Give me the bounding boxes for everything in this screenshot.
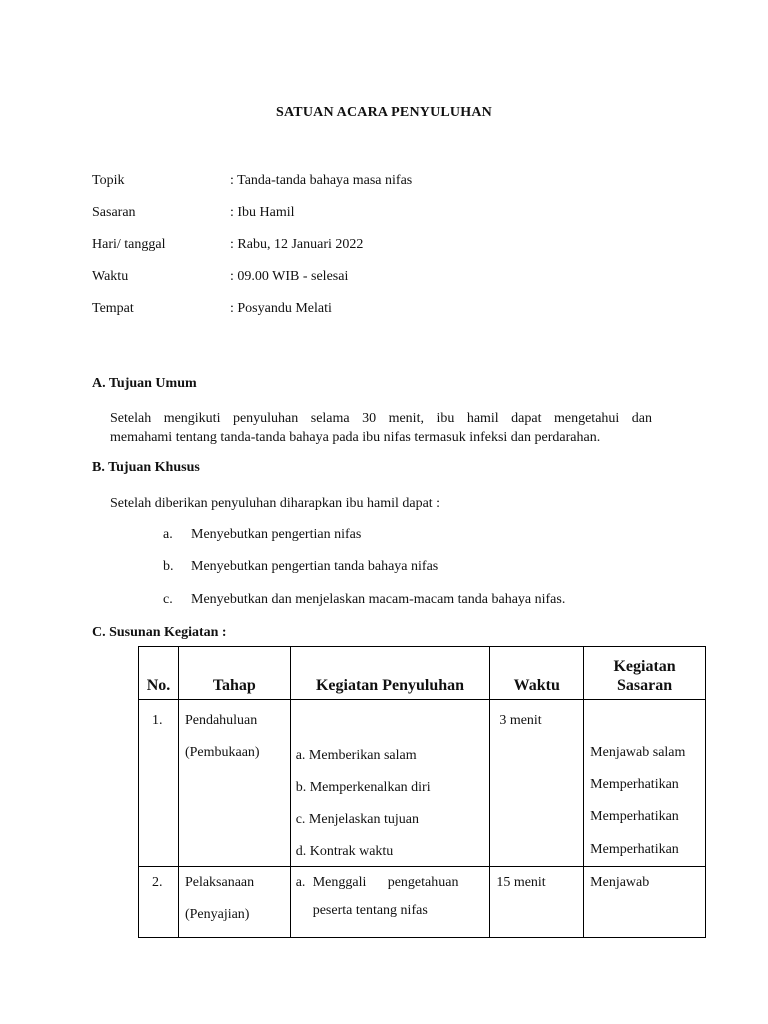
header-no-label: No. [146, 677, 171, 694]
row-1-no-text: 1. [152, 713, 163, 728]
header-tahap [178, 647, 290, 700]
header-waktu-label: Waktu [513, 677, 560, 694]
header-waktu [490, 647, 584, 700]
row-1-sasaran-1: Menjawab salam [590, 745, 686, 760]
row-2-waktu [490, 867, 584, 938]
row-1-kegiatan-item-d: d. Kontrak waktu [295, 844, 394, 859]
row-2-no-text: 2. [152, 875, 163, 890]
row-2-sasaran-text: Menjawab [590, 875, 650, 890]
row-1-tahap-line-1: Pendahuluan [184, 713, 258, 728]
row-2-no [139, 867, 179, 938]
row-1-sasaran-2: Memperhatikan [590, 777, 679, 792]
row-1-no [139, 700, 179, 867]
section-c-heading: C. Susunan Kegiatan : [92, 625, 227, 640]
info-label-sasaran: Sasaran [92, 205, 136, 220]
section-a-paragraph [110, 409, 652, 447]
row-1-kegiatan-item-a: a. Memberikan salam [295, 748, 417, 763]
info-value-topik: : Tanda-tanda bahaya masa nifas [230, 173, 413, 188]
row-1-waktu [490, 700, 584, 867]
table-header-row [139, 647, 706, 700]
header-sasaran [584, 647, 706, 700]
section-b-heading: B. Tujuan Khusus [92, 460, 200, 475]
info-label-topik: Topik [92, 173, 125, 188]
row-2-kegiatan-word-2: pengetahuan [387, 875, 459, 890]
table-row [139, 867, 706, 938]
row-1-sasaran-4: Memperhatikan [590, 842, 679, 857]
row-2-kegiatan-word-1: Menggali [312, 875, 367, 890]
header-kegiatan [290, 647, 490, 700]
header-tahap-label: Tahap [212, 677, 256, 694]
list-marker-a: a. [163, 527, 173, 542]
info-label-tanggal: Hari/ tanggal [92, 237, 166, 252]
row-1-tahap [178, 700, 290, 867]
list-item-c: Menyebutkan dan menjelaskan macam-macam tanda bahaya nifas. [191, 592, 566, 607]
info-label-tempat: Tempat [92, 301, 134, 316]
row-1-kegiatan-item-b: b. Memperkenalkan diri [295, 780, 431, 795]
section-a-line-2: memahami tentang tanda-tanda bahaya pada ibu nifas termasuk infeksi dan perdarahan. [110, 430, 601, 445]
row-2-kegiatan-line-2: peserta tentang nifas [312, 903, 428, 918]
list-marker-c: c. [163, 592, 173, 607]
row-1-kegiatan [290, 700, 490, 867]
row-2-kegiatan [290, 867, 490, 938]
list-marker-b: b. [163, 559, 174, 574]
row-1-sasaran [584, 700, 706, 867]
header-kegiatan-label: Kegiatan Penyuluhan [315, 677, 465, 694]
row-2-waktu-text: 15 menit [496, 875, 546, 890]
header-sasaran-line-1: Kegiatan [613, 658, 676, 675]
info-value-waktu: : 09.00 WIB - selesai [230, 269, 349, 284]
list-item-a: Menyebutkan pengertian nifas [191, 527, 362, 542]
header-sasaran-line-2: Sasaran [617, 677, 673, 694]
section-b-intro: Setelah diberikan penyuluhan diharapkan ibu hamil dapat : [110, 496, 441, 511]
list-item-b: Menyebutkan pengertian tanda bahaya nifas [191, 559, 439, 574]
activity-table [138, 646, 706, 938]
info-label-waktu: Waktu [92, 269, 129, 284]
section-a-line-1: Setelah mengikuti penyuluhan selama 30 menit, ibu hamil dapat mengetahui dan [110, 411, 652, 426]
row-2-tahap-line-1: Pelaksanaan [184, 875, 255, 890]
row-1-kegiatan-item-c: c. Menjelaskan tujuan [295, 812, 419, 827]
info-value-tempat: : Posyandu Melati [230, 301, 332, 316]
row-1-sasaran-3: Memperhatikan [590, 809, 679, 824]
row-2-kegiatan-marker: a. [295, 875, 306, 890]
row-1-tahap-line-2: (Pembukaan) [184, 745, 260, 760]
info-value-sasaran: : Ibu Hamil [230, 205, 295, 220]
row-1-waktu-text: 3 menit [499, 713, 542, 728]
row-2-tahap [178, 867, 290, 938]
row-2-sasaran [584, 867, 706, 938]
table-row [139, 700, 706, 867]
document-title: SATUAN ACARA PENYULUHAN [276, 105, 492, 120]
header-no [139, 647, 179, 700]
info-value-tanggal: : Rabu, 12 Januari 2022 [230, 237, 364, 252]
section-a-heading: A. Tujuan Umum [92, 376, 197, 391]
row-2-tahap-line-2: (Penyajian) [184, 907, 250, 922]
